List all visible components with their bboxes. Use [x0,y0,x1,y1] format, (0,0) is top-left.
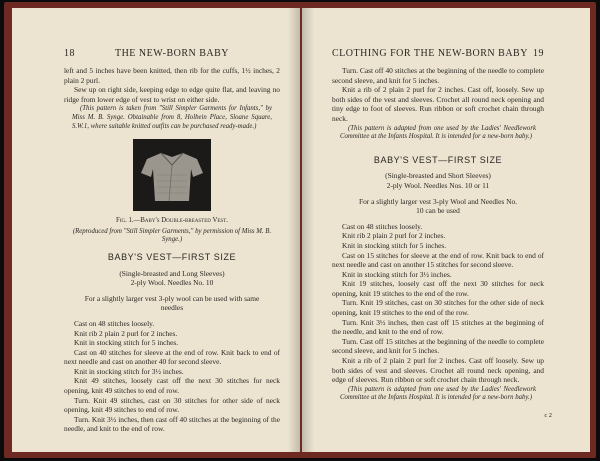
source-note: (This pattern is adapted from one used by the Ladies' Needlework Committee at the Infants Hospital. It is intended for a new-born baby.) [340,385,536,402]
paragraph: Sew up on right side, keeping edge to edge quite flat, and leaving no ridge from lower edge of vest to wrist on either side. [64,85,280,104]
instruction: Turn. Cast off 15 stitches at the beginning of the needle to complete second sleeve, and knit for 5 inches. [332,336,544,356]
instruction: Knit a rib of 2 plain 2 purl for 2 inches. Cast off loosely. Sew up both sides of vest and sleeves. Crochet all round neck opening, and edge of sleeves. Run ribbon or soft crochet chain through neck. [332,356,544,385]
running-head [332,48,544,59]
subtitle-line: (Single-breasted and Long Sleeves) [119,268,225,278]
gutter-shadow [302,8,314,452]
signature-mark: c 2 [544,412,552,419]
instruction: Turn. Knit 3½ inches, then cast off 15 stitches at the beginning of the needle, and knit to the end of row. [332,317,544,337]
instruction: Knit 19 stitches, loosely cast off the next 30 stitches for neck opening, knit 19 stitches to the end of the row. [332,279,544,298]
page-number: 19 [533,48,544,59]
instruction: Cast on 15 stitches for sleeve at the end of row. Knit back to end of next needle and cast on another 15 stitches for second sleeve. [332,250,544,270]
section-heading: BABY'S VEST—FIRST SIZE [107,251,237,262]
page-number: 18 [64,48,75,59]
instruction: Cast on 40 stitches for sleeve at the end of row. Knit back to end of next needle and cast on another 40 for second sleeve. [64,347,280,367]
running-head-title: THE NEW-BORN BABY [114,48,230,59]
instruction: Knit in stocking stitch for 3½ inches. [342,269,452,279]
subtitle-line: (Single-breasted and Short Sleeves) [385,171,491,181]
source-note: (This pattern is adapted from one used by the Ladies' Needlework Committee at the Infants Hospital. It is intended for a new-born baby.) [340,124,536,141]
running-head [64,48,280,59]
right-page [302,8,590,452]
source-note: (This pattern is taken from "Still Simpler Garments for Infants," by Miss M. B. Synge. Obtainable from 8, Holbein Place, Sloane Square, S.W.1, where suitable knitted outfits can be purchased ready-made.) [72,105,272,130]
size-note: For a slightly larger vest 3-ply Wool and Needles No. 10 can be used [358,196,517,216]
open-book [4,2,596,458]
gutter-shadow [288,8,300,452]
instruction: Cast on 48 stitches loosely. [74,318,155,328]
instruction: Turn. Knit 19 stitches, cast on 30 stitches for the other side of neck opening, knit 19 stitches to the end of the row. [332,298,544,318]
figure-caption: Fig. 1.—Baby's Double-breasted Vest. [116,217,228,225]
instruction: Knit in stocking stitch for 3½ inches. [74,366,184,376]
subtitle-line: 2-ply Wool. Needles Nos. 10 or 11 [386,180,490,190]
paragraph: left and 5 inches have been knitted, then rib for the cuffs, 1½ inches, 2 plain 2 purl. [64,66,280,85]
instruction: Cast on 48 stitches loosely. [342,221,423,231]
right-page-body [332,66,544,403]
figure-credit: (Reproduced from "Still Simpler Garments," by permission of Miss M. B. Synge.) [72,227,272,244]
paragraph: Knit a rib of 2 plain 2 purl for 2 inches. Cast off, loosely. Sew up both sides of the vest and sleeves. Crochet all round neck opening and tiny edge to foot of sleeves. Run ribbon or soft crochet chain through neck. [332,85,544,123]
left-page [12,8,300,452]
instruction: Turn. Knit 3½ inches, then cast off 40 stitches at the beginning of the needle, and knit to the end of row. [64,414,280,434]
instruction: Knit 49 stitches, loosely cast off the next 30 stitches for neck opening, knit 49 stitches to end of row. [64,376,280,396]
section-heading: BABY'S VEST—FIRST SIZE [373,154,503,165]
running-head-title: CLOTHING FOR THE NEW-BORN BABY [332,48,528,59]
instruction: Knit rib 2 plain 2 purl for 2 inches. [342,231,446,241]
left-page-body [64,66,280,434]
paragraph: Turn. Cast off 40 stitches at the beginning of the needle to complete second sleeve, and knit for 5 inches. [332,66,544,85]
instruction: Knit rib 2 plain 2 purl for 2 inches. [74,328,178,338]
subtitle-line: 2-ply Wool. Needles No. 10 [130,278,214,288]
instruction: Knit in stocking stitch for 5 inches. [342,240,447,250]
size-note: For a slightly larger vest 3-ply wool can be used with same needles [84,293,260,313]
vest-photo [133,139,211,211]
instruction: Knit in stocking stitch for 5 inches. [74,338,179,348]
instruction: Turn. Knit 49 stitches, cast on 30 stitches for other side of neck opening, knit 49 stitches to end of row. [64,395,280,415]
